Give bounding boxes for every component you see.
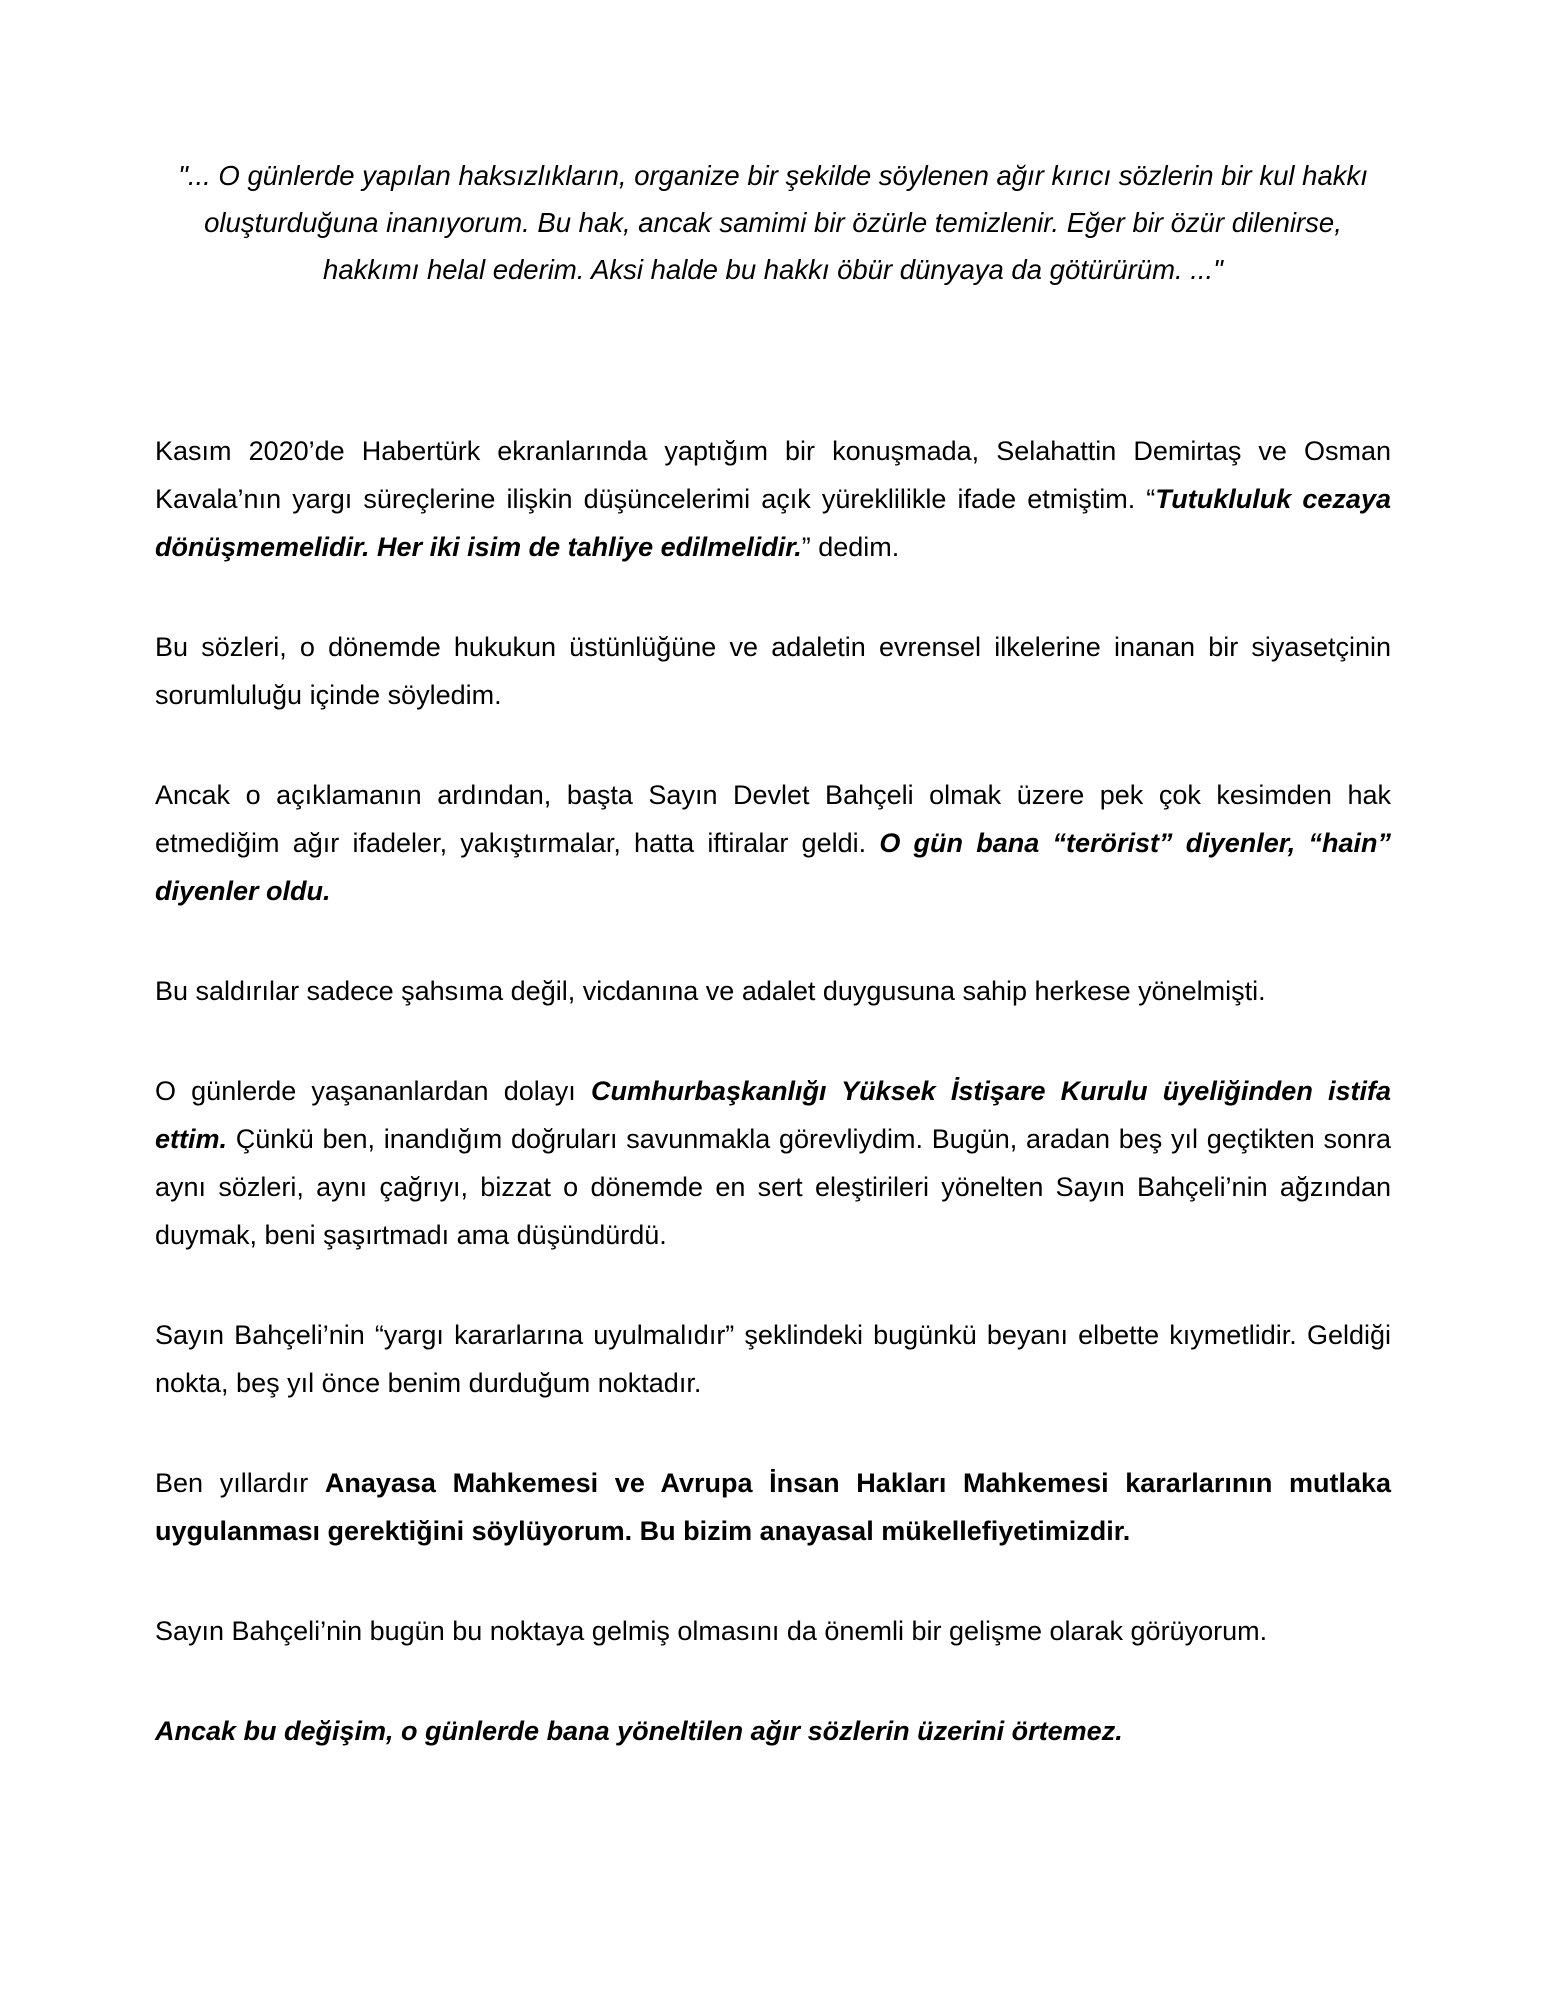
text-run: Sayın Bahçeli’nin “yargı kararlarına uyulmalıdır” şeklindeki bugünkü beyanı elbette kıymetlidir. Geldiği nokta, beş yıl önce benim durduğum noktadır. xyxy=(155,1320,1391,1398)
text-run: Bu saldırılar sadece şahsıma değil, vicdanına ve adalet duygusuna sahip herkese yönelmişti. xyxy=(155,976,1266,1006)
document-body xyxy=(155,427,1391,1755)
paragraph xyxy=(155,967,1391,1015)
text-run: Ben yıllardır xyxy=(155,1468,325,1498)
text-run: Sayın Bahçeli’nin bugün bu noktaya gelmiş olmasını da önemli bir gelişme olarak görüyorum. xyxy=(155,1616,1268,1646)
text-run: O gün bana “terörist” diyenler, “hain” diyenler oldu. xyxy=(155,828,1392,906)
paragraph xyxy=(155,1707,1391,1755)
paragraph xyxy=(155,1459,1391,1555)
opening-quote: "... O günlerde yapılan haksızlıkların, organize bir şekilde söylenen ağır kırıcı sözlerin bir kul hakkı oluşturduğuna inanıyorum. Bu hak, ancak samimi bir özürle temizlenir. Eğer bir özür dilenirse, hakkımı helal ederim. Aksi halde bu hakkı öbür dünyaya da götürürüm. ..." xyxy=(178,160,1368,285)
text-run: Ancak bu değişim, o günlerde bana yöneltilen ağır sözlerin üzerini örtemez. xyxy=(155,1716,1123,1746)
text-run: Anayasa Mahkemesi ve Avrupa İnsan Hakları Mahkemesi kararlarının mutlaka uygulanması gerektiğini söylüyorum. Bu bizim anayasal mükellefiyetimizdir. xyxy=(155,1468,1391,1546)
paragraph xyxy=(155,427,1391,571)
paragraph xyxy=(155,1311,1391,1407)
text-run: Kasım 2020’de Habertürk ekranlarında yaptığım bir konuşmada, Selahattin Demirtaş ve Osman Kavala’nın yargı süreçlerine ilişkin düşüncelerimi açık yüreklilikle ifade etmiştim. “ xyxy=(155,436,1391,514)
paragraph xyxy=(155,623,1391,719)
text-run: O günlerde yaşananlardan dolayı xyxy=(155,1076,591,1106)
paragraph xyxy=(155,1607,1391,1655)
text-run: Bu sözleri, o dönemde hukukun üstünlüğüne ve adaletin evrensel ilkelerine inanan bir siyasetçinin sorumluluğu içinde söyledim. xyxy=(155,632,1391,710)
text-run: Cumhurbaşkanlığı Yüksek İstişare Kurulu üyeliğinden istifa ettim. xyxy=(155,1076,1391,1154)
text-run: Ancak o açıklamanın ardından, başta Sayın Devlet Bahçeli olmak üzere pek çok kesimden hak etmediğim ağır ifadeler, yakıştırmalar, hatta iftiralar geldi. xyxy=(155,780,1391,858)
text-run: Tutukluluk cezaya dönüşmemelidir. Her iki isim de tahliye edilmelidir. xyxy=(155,484,1391,562)
text-run: ” dedim. xyxy=(801,532,900,562)
text-run: Çünkü ben, inandığım doğruları savunmakla görevliydim. Bugün, aradan beş yıl geçtikten sonra aynı sözleri, aynı çağrıyı, bizzat o dönemde en sert eleştirileri yönelten Sayın Bahçeli’nin ağzından duymak, beni şaşırtmadı ama düşündürdü. xyxy=(155,1124,1391,1250)
paragraph xyxy=(155,1067,1391,1259)
paragraph xyxy=(155,771,1391,915)
